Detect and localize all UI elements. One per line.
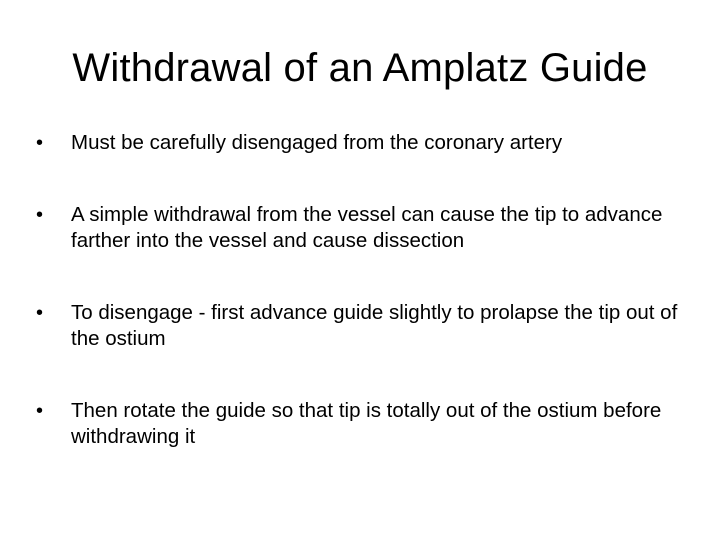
bullet-icon: • xyxy=(36,302,44,324)
bullet-icon: • xyxy=(36,204,44,226)
bullet-item xyxy=(36,130,686,156)
bullet-item xyxy=(36,398,686,450)
bullet-icon: • xyxy=(36,400,44,422)
bullet-icon: • xyxy=(36,132,44,154)
bullet-item xyxy=(36,300,686,352)
bullet-list xyxy=(36,130,686,496)
bullet-text: Then rotate the guide so that tip is totally out of the ostium before withdrawing it xyxy=(71,399,662,448)
bullet-text: Must be carefully disengaged from the coronary artery xyxy=(71,131,563,154)
bullet-text: A simple withdrawal from the vessel can cause the tip to advance farther into the vessel and cause dissection xyxy=(71,203,663,252)
slide-title: Withdrawal of an Amplatz Guide xyxy=(72,46,648,90)
bullet-item xyxy=(36,202,686,254)
bullet-text: To disengage - first advance guide slightly to prolapse the tip out of the ostium xyxy=(71,301,678,350)
